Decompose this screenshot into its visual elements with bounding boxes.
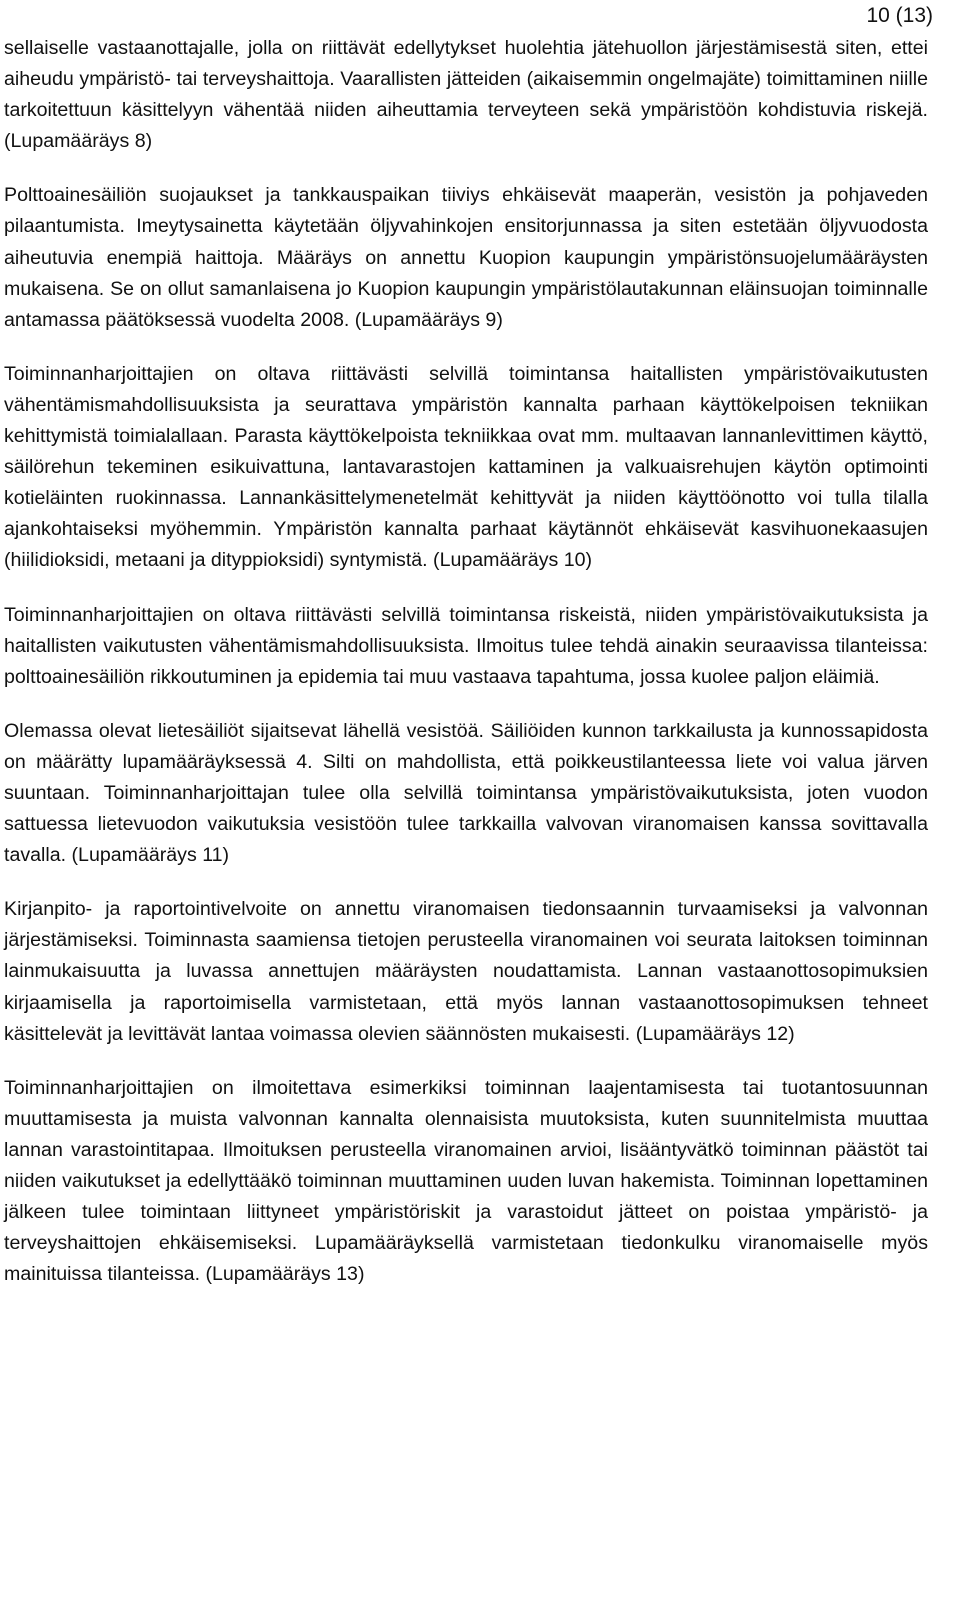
page-number: 10 (13)	[866, 4, 933, 27]
paragraph-record-keeping: Kirjanpito- ja raportointivelvoite on annettu viranomaisen tiedonsaannin turvaamiseksi ja valvonnan järjestämiseksi. Toiminnasta saamiensa tietojen perusteella viranomainen voi seurata laitoksen toiminnan lainmukaisuutta ja luvassa annettujen määräysten noudattamista. Lannan vastaanottosopimuksien kirjaamisella ja raportoimisella varmistetaan, että myös lannan vastaanottosopimuksen tehneet käsittelevät ja levittävät lantaa voimassa olevien säännösten mukaisesti. (Lupamääräys 12)	[4, 898, 928, 1045]
document-body	[4, 33, 928, 1290]
paragraph-risk-awareness: Toiminnanharjoittajien on oltava riittävästi selvillä toimintansa riskeistä, niiden ympäristövaikutuksista ja haitallisten vaikutusten vähentämismahdollisuuksista. Ilmoitus tulee tehdä ainakin seuraavissa tilanteissa: polttoainesäiliön rikkoutuminen ja epidemia tai muu vastaava tapahtuma, jossa kuolee paljon eläimiä.	[4, 603, 928, 688]
paragraph-waste-handling: sellaiselle vastaanottajalle, jolla on riittävät edellytykset huolehtia jätehuollon järjestämisestä siten, ettei aiheudu ympäristö- tai terveyshaittoja. Vaarallisten jätteiden (aikaisemmin ongelmajäte) toimittaminen niille tarkoitettuun käsittelyyn vähentää niiden aiheuttamia terveyteen sekä ympäristöön kohdistuvia riskejä. (Lupamääräys 8)	[4, 37, 928, 153]
paragraph-change-notification: Toiminnanharjoittajien on ilmoitettava esimerkiksi toiminnan laajentamisesta tai tuotantosuunnan muuttamisesta ja muista valvonnan kannalta olennaisista muutoksista, kuten suunnitelmista muuttaa lannan varastointitapaa. Ilmoituksen perusteella viranomainen arvioi, lisääntyvätkö toiminnan päästöt tai niiden vaikutukset ja edellyttääkö toiminnan muuttaminen uuden luvan hakemista. Toiminnan lopettaminen jälkeen tulee toimintaan liittyneet ympäristöriskit ja varastoidut jätteet on poistaa ympäristö- ja terveyshaittojen ehkäisemiseksi. Lupamääräyksellä varmistetaan tiedonkulku viranomaiselle myös mainituissa tilanteissa. (Lupamääräys 13)	[4, 1076, 928, 1286]
paragraph-slurry-tanks: Olemassa olevat lietesäiliöt sijaitsevat lähellä vesistöä. Säiliöiden kunnon tarkkailusta ja kunnossapidosta on määrätty lupamääräyksessä 4. Silti on mahdollista, että poikkeustilanteessa liete voi valua järven suuntaan. Toiminnanharjoittajan tulee olla selvillä toimintansa ympäristövaikutuksista, joten vuodon sattuessa lietevuodon vaikutuksia vesistöön tulee tarkkailla valvovan viranomaisen kanssa sovittavalla tavalla. (Lupamääräys 11)	[4, 719, 928, 867]
paragraph-fuel-tank: Polttoainesäiliön suojaukset ja tankkauspaikan tiiviys ehkäisevät maaperän, vesistön ja pohjaveden pilaantumista. Imeytysainetta käytetään öljyvahinkojen ensitorjunnassa ja siten estetään öljyvuodosta aiheutuvia enempiä haittoja. Määräys on annettu Kuopion kaupungin ympäristönsuojelumääräysten mukaisena. Se on ollut samanlaisena jo Kuopion kaupungin ympäristölautakunnan eläinsuojan toiminnalle antamassa päätöksessä vuodelta 2008. (Lupamääräys 9)	[4, 184, 928, 331]
paragraph-best-available-technique: Toiminnanharjoittajien on oltava riittävästi selvillä toimintansa haitallisten ympäristövaikutusten vähentämismahdollisuuksista ja seurattava ympäristön kannalta parhaan käyttökelpoisen tekniikan kehittymistä toimialallaan. Parasta käyttökelpoista tekniikkaa ovat mm. multaavan lannanlevittimen käyttö, säilörehun tekeminen esikuivattuna, lantavarastojen kattaminen ja valkuaisrehujen käytön optimointi kotieläinten ruokinnassa. Lannankäsittelymenetelmät kehittyvät ja niiden käyttöönotto voi tulla tilalla ajankohtaiseksi myöhemmin. Ympäristön kannalta parhaat käytännöt ehkäisevät kasvihuonekaasujen (hiilidioksidi, metaani ja dityppioksidi) syntymistä. (Lupamääräys 10)	[4, 362, 928, 572]
